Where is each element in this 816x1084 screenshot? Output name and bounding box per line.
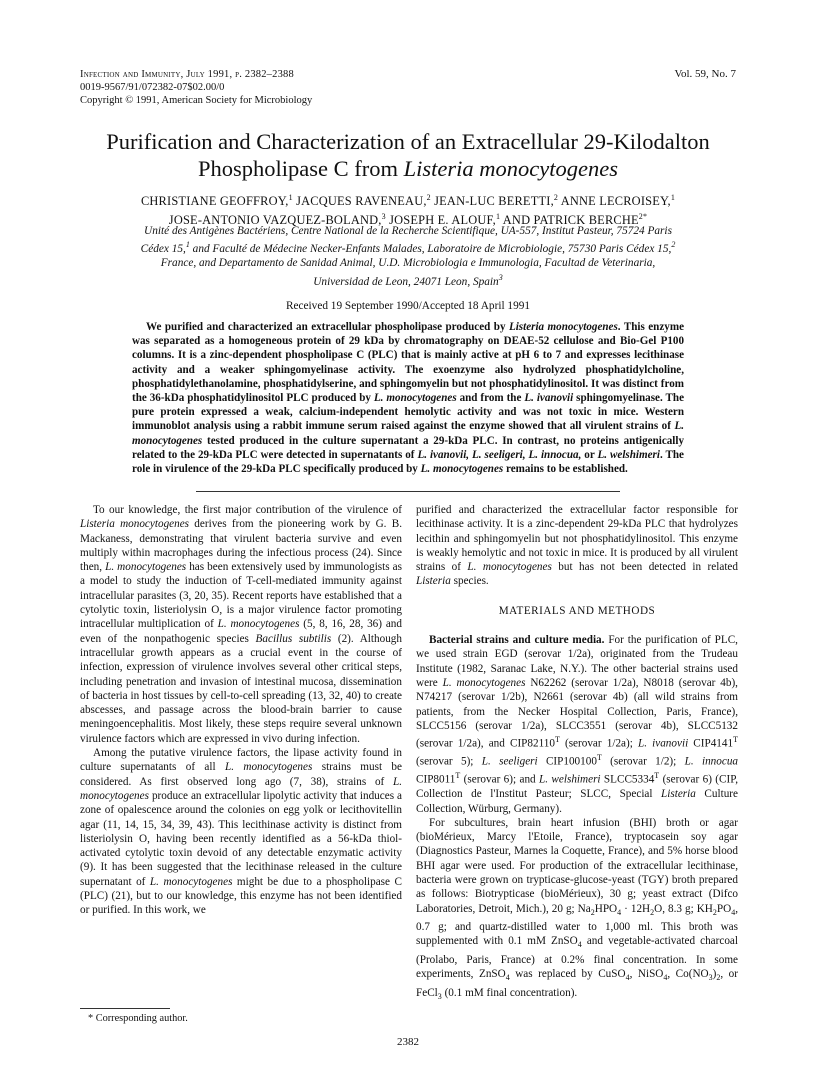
title-line-1: Purification and Characterization of an Extracellular 29-Kilodalton — [106, 129, 710, 154]
right-column — [416, 503, 738, 1004]
section-heading-methods: MATERIALS AND METHODS — [498, 604, 656, 617]
copyright-line: Copyright © 1991, American Society for Microbiology — [80, 95, 313, 106]
page-number: 2382 — [397, 1036, 419, 1048]
intro-paragraph-1: To our knowledge, the first major contribution of the virulence of Listeria monocytogenes derives from the pioneering work by G. B. Mackaness, demonstrating that virulent bacteria survive and even multiply within macrophages during the infectious process (24). Since then, L. monocytogenes has been extensively used by immunologists as a model to study the induction of T-cell-mediated immunity against intracellular parasites (3, 20, 35). Recent reports have established that a cytolytic toxin, listeriolysin O, is a major virulence factor promoting intracellular multiplication of L. monocytogenes (5, 8, 16, 28, 36) and even of the nonpathogenic species Bacillus subtilis (2). Although intracellular growth appears as a crucial event in the course of infection, expression of virulence involves several other critical steps, including penetration and invasion of intestinal mucosa, dissemination of bacteria in host tissues by cell-to-cell spreading (13, 32, 40) to create abscesses, and passage across the blood-brain barrier to cause meningoencephalitis. Most likely, these steps require several unknown virulence factors which are expressed in vivo during infection. — [80, 504, 402, 745]
journal-header — [80, 68, 312, 107]
methods-paragraph-media: For subcultures, brain heart infusion (BHI) broth or agar (bioMérieux, Marcy l'Etoile, France), tryptocasein soy agar (Diagnostics Pasteur, Marnes la Coquette, France), and 5% horse blood BHI agar were used. For production of the extracellular lecithinase, bacteria were grown on trypticase-glucose-yeast (TGY) broth prepared as follows: Biotrypticase (bioMérieux), 30 g; yeast extract (Difco Laboratories, Detroit, Mich.), 20 g; $Na_2HPO_4 \cdot 12H_2O$, 8.3 g; $KH_2PO_4$, 0.7 g; and quartz-distilled water to 1,000 ml. This broth was supplemented with 0.1 mM ZnSO$_4$ and vegetable-activated charcoal (Prolabo, Paris, France) at 0.2% final concentration. In some experiments, ZnSO$_4$ was replaced by CuSO$_4$, NiSO$_4$, $Co(NO_3)_2$, or FeCl$_3$ (0.1 mM final concentration). — [416, 816, 739, 1002]
abstract-divider — [196, 491, 620, 492]
received-dates: Received 19 September 1990/Accepted 18 April 1991 — [285, 300, 531, 312]
footnote-divider — [80, 1008, 170, 1009]
intro-paragraph-2: Among the putative virulence factors, the lipase activity found in culture supernatants of all L. monocytogenes strains must be considered. As first observed long ago (7, 38), strains of L. monocytogenes produce an extracellular lipolytic activity that induces a zone of opalescence around the colonies on egg yolk or lecithovitellin agar (11, 14, 15, 34, 39, 43). This lecithinase activity is distinct from listeriolysin O, having been recently identified as a 56-kDa thiol-activated cytolytic toxin devoid of any detectable enzymatic activity (9). It has been suggested that the lecithinase released in the culture supernatant of L. monocytogenes might be due to a phospholipase C (PLC) (21), but to our knowledge, this enzyme has not been identified or purified. In this work, we — [80, 747, 402, 917]
journal-citation: Infection and Immunity, July 1991, p. 2382–2388 — [80, 69, 294, 80]
affiliations: Unité des Antigènes Bactériens, Centre National de la Recherche Scientifique, UA-557, Institut Pasteur, 75724 Paris Cédex 15,$^1$ and Faculté de Médecine Necker-Enfants Malades, Laboratoire de Microbiologie, 75730 Paris Cédex 15,$^2$ France, and Departamento de Sanidad Animal, U.D. Microbiologia e Immunologia, Facultad de Veterinaria, Universidad de Leon, 24071 Leon, Spain$^3$ — [140, 225, 676, 288]
title-line-2: Phospholipase C from Listeria monocytogenes — [198, 156, 618, 181]
abstract: We purified and characterized an extracellular phospholipase produced by Listeria monocytogenes. This enzyme was separated as a homogeneous protein of 29 kDa by chromatography on DEAE-52 cellulose and Bio-Gel P100 columns. It is a zinc-dependent phospholipase C (PLC) that is mainly active at pH 6 to 7 and expresses lecithinase activity and a weaker sphingomyelinase activity. The exoenzyme also hydrolyzed phosphatidylcholine, phosphatidylethanolamine, phosphatidylserine, and sphingomyelin but not phosphatidylinositol. It was distinct from the 36-kDa phosphatidylinositol PLC produced by L. monocytogenes and from the L. ivanovii sphingomyelinase. The pure protein expressed a weak, calcium-independent hemolytic activity and was not toxic in mice. Western immunoblot analysis using a rabbit immune serum raised against the enzyme showed that all virulent strains of L. monocytogenes tested produced in the culture supernatant a 29-kDa PLC. In contrast, no proteins antigenically related to the 29-kDa PLC were detected in supernatants of L. ivanovii, L. seeligeri, L. innocua, or L. welshimeri. The role in virulence of the 29-kDa PLC specifically produced by L. monocytogenes remains to be established. — [132, 321, 684, 476]
issn-line: 0019-9567/91/072382-07$02.00/0 — [80, 82, 225, 93]
intro-paragraph-continued: purified and characterized the extracellular factor responsible for lecithinase activity. It is a zinc-dependent 29-kDa PLC that hydrolyzes lecithin and sphingomyelin but not phosphatidylinositol. This enzyme is weakly hemolytic and not toxic in mice. It is produced by all virulent strains of L. monocytogenes but has not been detected in related Listeria species. — [416, 504, 738, 588]
left-column — [80, 503, 402, 918]
author-line-2: JOSE-ANTONIO VAZQUEZ-BOLAND,$^3$ JOSEPH E. ALOUF,$^1$ AND PATRICK $BERCHE^{2*}$ — [168, 212, 648, 228]
volume-label: Vol. 59, No. 7 — [674, 68, 736, 80]
methods-paragraph-strains: Bacterial strains and culture media. For the purification of PLC, we used strain EGD (serovar 1/2a), originated from the Trudeau Institute (1982, Saranac Lake, N.Y.). The other bacterial strains used were L. monocytogenes N62262 (serovar 1/2a), N8018 (serovar 4b), N74217 (serovar 1/2b), N2661 (serovar 4b) (all wild strains from patients, from the Necker Hospital Collection, Paris, France), SLCC5156 (serovar 1/2a), SLCC3551 (serovar 4b), SLCC5132 (serovar 1/2a), and $CIP82110^T$ (serovar 1/2a); L. ivanovii $CIP4141^T$ (serovar 5); L. seeligeri $CIP100100^T$ (serovar 1/2); L. innocua $CIP8011^T$ (serovar 6); and L. welshimeri $SLCC5334^T$ (serovar 6) (CIP, Collection de l'Institut Pasteur; SLCC, Special Listeria Culture Collection, Würburg, Germany). — [416, 634, 739, 815]
author-line-1: CHRISTIANE GEOFFROY,$^1$ JACQUES RAVENEAU,$^2$ JEAN-LUC BERETTI,$^2$ ANNE LECROISEY,$^1$ — [140, 193, 676, 209]
article-title — [60, 128, 756, 182]
author-list — [60, 190, 756, 228]
corresponding-author-footnote: * Corresponding author. — [88, 1013, 188, 1024]
